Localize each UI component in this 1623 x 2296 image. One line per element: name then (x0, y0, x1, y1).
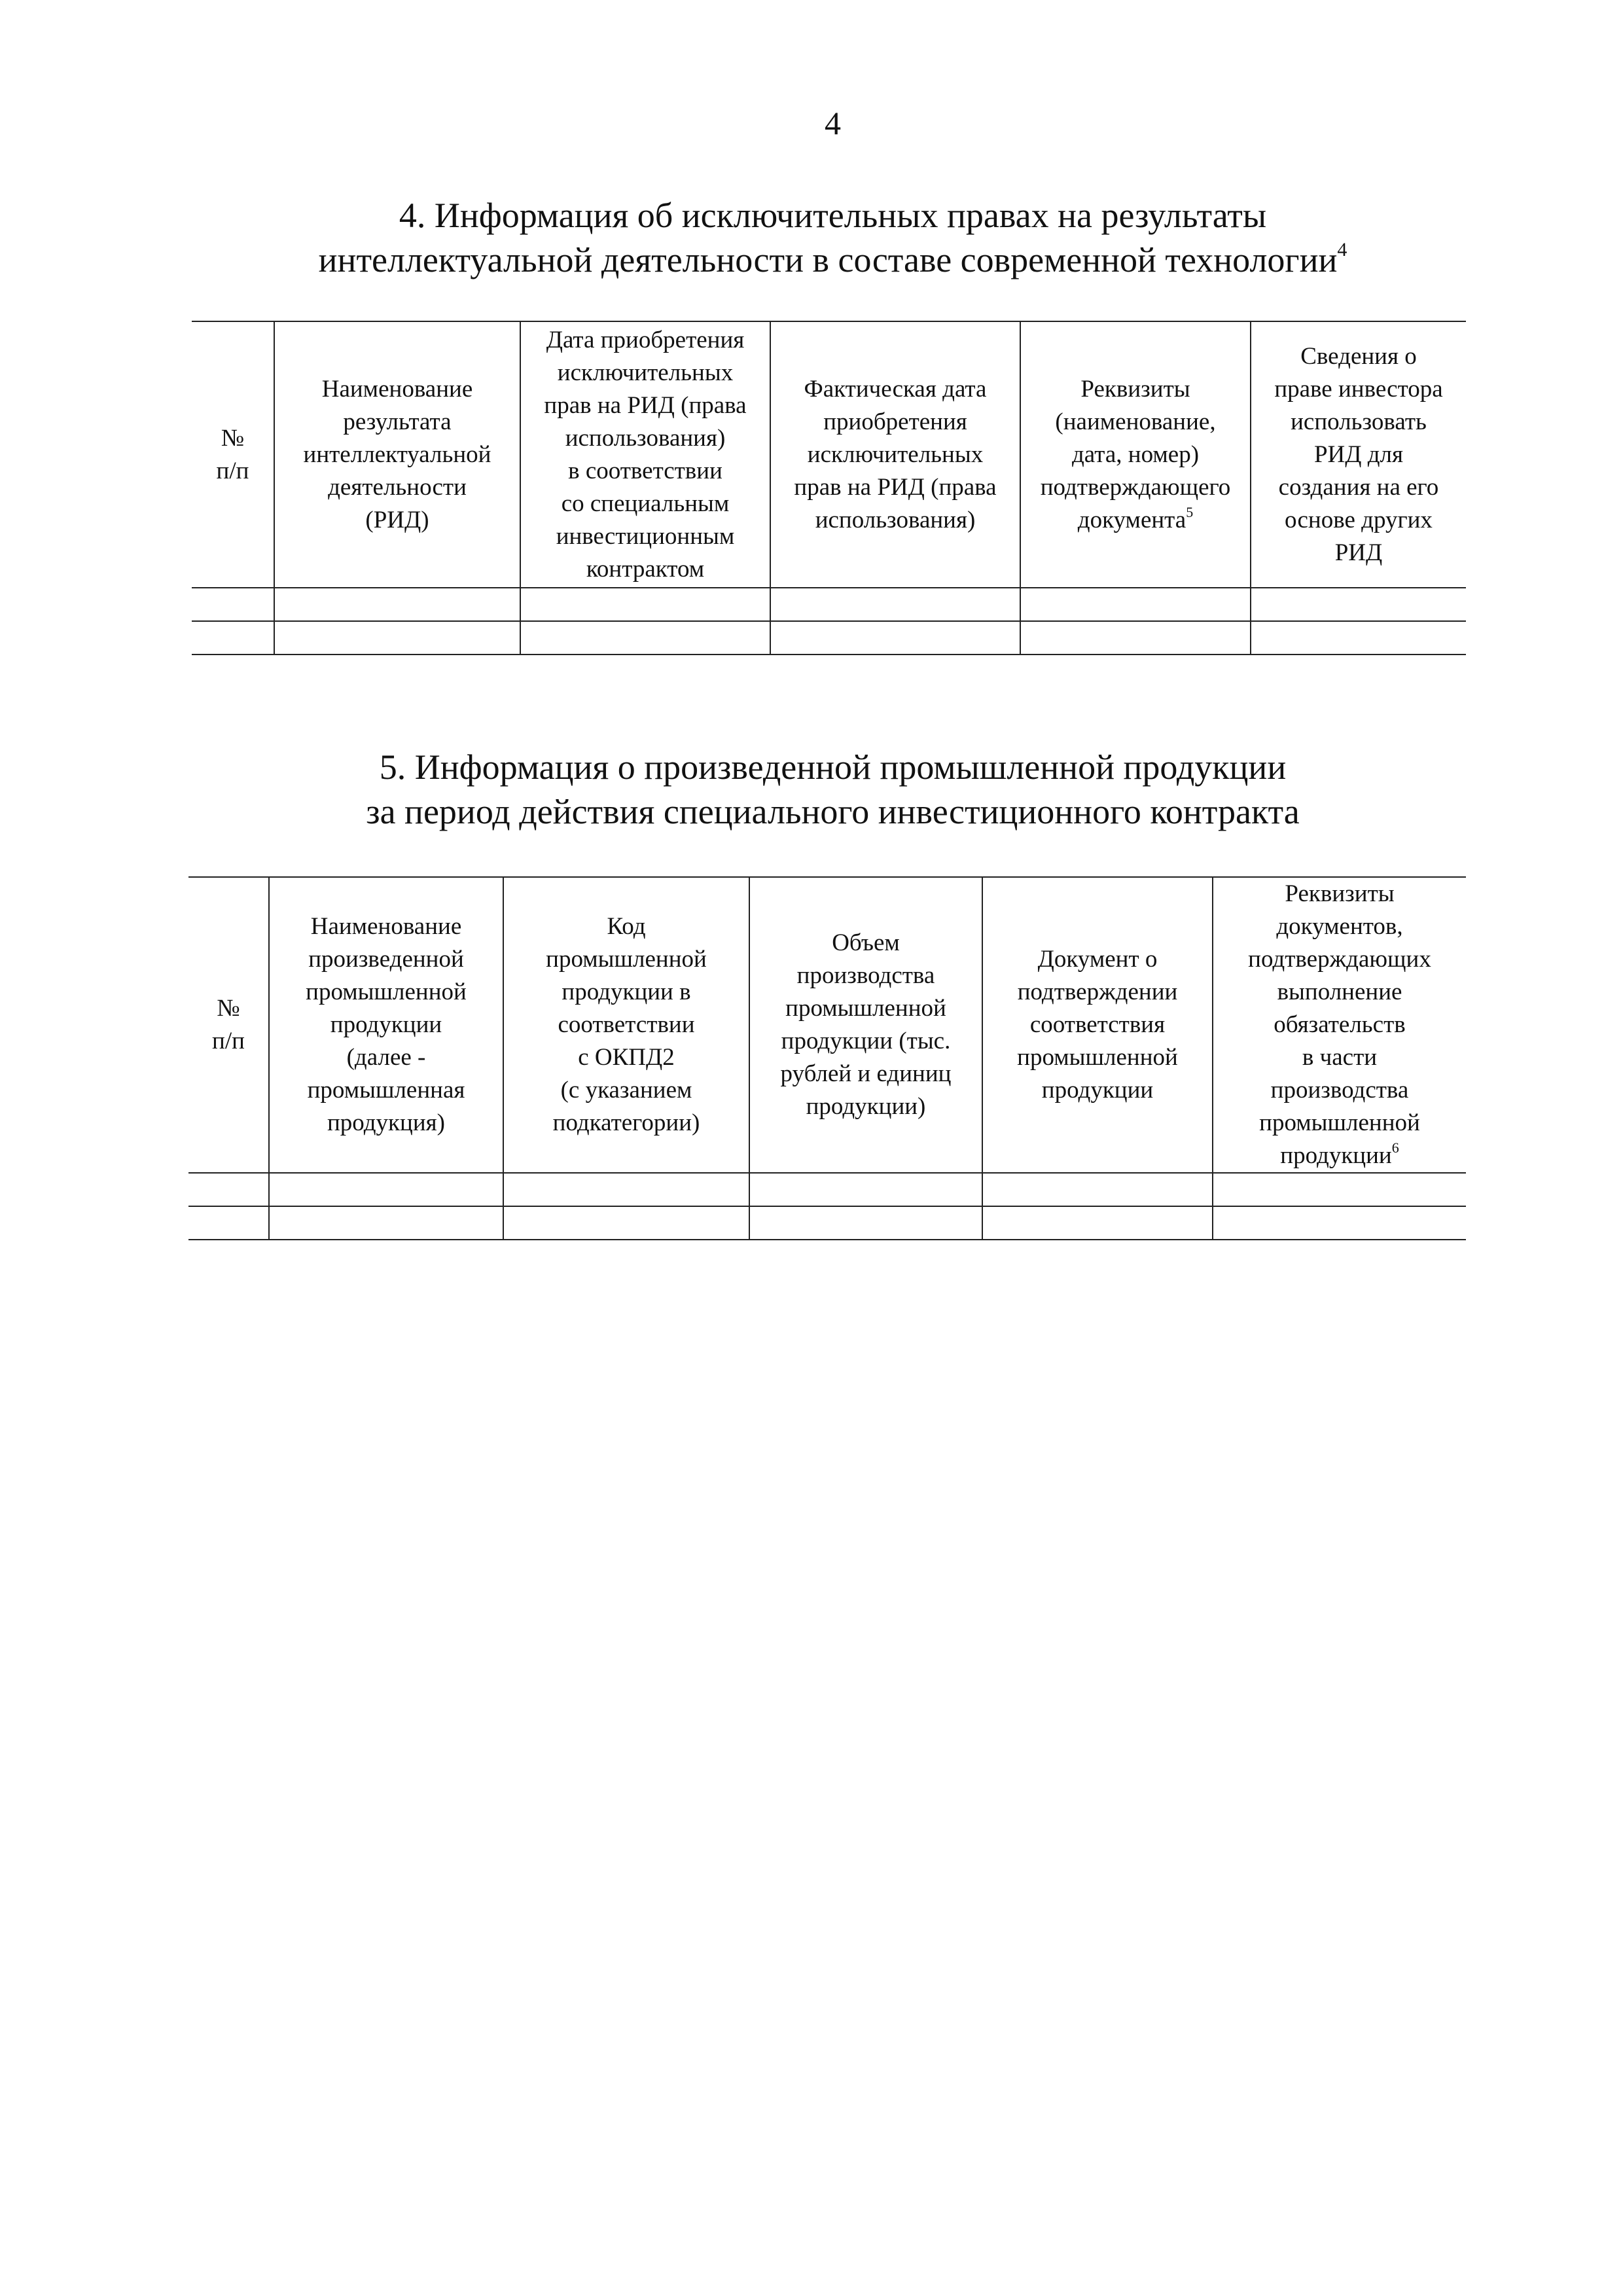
table-cell[interactable] (1251, 621, 1466, 655)
table-cell[interactable] (192, 621, 274, 655)
table-cell[interactable] (749, 1173, 982, 1206)
header-cell (1020, 321, 1251, 588)
table-cell[interactable] (520, 621, 770, 655)
header-text: № п/п (216, 424, 249, 484)
section-4-title-line-2 (0, 238, 1623, 282)
header-cell (770, 321, 1020, 588)
table-cell[interactable] (982, 1173, 1213, 1206)
table-cell[interactable] (269, 1206, 503, 1240)
table-cell[interactable] (1020, 588, 1251, 621)
footnote-mark: 6 (1391, 1139, 1399, 1156)
header-text: Наименование результата интеллектуальной деятельности (РИД) (303, 375, 491, 533)
table-cell[interactable] (503, 1173, 749, 1206)
table-cell[interactable] (520, 588, 770, 621)
table-row (188, 1173, 1466, 1206)
table-cell[interactable] (770, 588, 1020, 621)
table-cell[interactable] (1251, 588, 1466, 621)
table-row (192, 588, 1466, 621)
table-cell[interactable] (770, 621, 1020, 655)
section-4-title (0, 193, 1623, 282)
table-cell[interactable] (192, 588, 274, 621)
table-cell[interactable] (749, 1206, 982, 1240)
rid-rights-table (192, 321, 1466, 655)
header-cell (192, 321, 274, 588)
table-row (188, 1206, 1466, 1240)
header-text: Код промышленной продукции в соответствии с ОКПД2 (с указанием подкатегории) (546, 913, 707, 1136)
header-cell (749, 877, 982, 1173)
table-cell[interactable] (269, 1173, 503, 1206)
table-cell[interactable] (982, 1206, 1213, 1240)
industrial-products-table (188, 876, 1466, 1240)
header-text: Фактическая дата приобретения исключительных прав на РИД (права использования) (794, 375, 997, 533)
section-4-title-line-2-text: интеллектуальной деятельности в составе современной технологии (318, 240, 1338, 279)
section-5-title-line-2: за период действия специального инвестиционного контракта (366, 792, 1300, 831)
table-cell[interactable] (274, 588, 520, 621)
header-text: Реквизиты документов, подтверждающих выполнение обязательств в части производства промышленной продукции$^6$ (1248, 880, 1431, 1169)
header-cell (520, 321, 770, 588)
header-cell (269, 877, 503, 1173)
header-text: Документ о подтверждении соответствия промышленной продукции (1017, 946, 1178, 1103)
table-cell[interactable] (188, 1173, 269, 1206)
header-text: Наименование произведенной промышленной продукции (далее - промышленная продукция) (306, 913, 467, 1136)
table-row (192, 621, 1466, 655)
header-text: Объем производства промышленной продукции (тыс. рублей и единиц продукции) (780, 929, 952, 1120)
table-cell[interactable] (1020, 621, 1251, 655)
page-number: 4 (825, 105, 841, 141)
header-cell (503, 877, 749, 1173)
header-cell (188, 877, 269, 1173)
section-5-title (0, 745, 1623, 834)
header-cell (1213, 877, 1466, 1173)
header-cell (1251, 321, 1466, 588)
section-4-footnote-mark: 4 (1337, 239, 1347, 260)
header-text: Сведения о праве инвестора использовать РИД для создания на его основе других РИД (1274, 342, 1443, 566)
table-cell[interactable] (1213, 1173, 1466, 1206)
footnote-mark: 5 (1186, 503, 1194, 520)
table-header-row (188, 877, 1466, 1173)
table-cell[interactable] (188, 1206, 269, 1240)
section-4-title-line-1: 4. Информация об исключительных правах на результаты (399, 196, 1267, 235)
table-cell[interactable] (1213, 1206, 1466, 1240)
header-text: Дата приобретения исключительных прав на РИД (права использования) в соответствии со специальным инвестиционным контрактом (544, 326, 747, 583)
header-text: № п/п (212, 995, 245, 1054)
section-5-title-line-1: 5. Информация о произведенной промышленной продукции (379, 747, 1287, 787)
table-cell[interactable] (274, 621, 520, 655)
header-cell (982, 877, 1213, 1173)
header-text: Реквизиты (наименование, дата, номер) подтверждающего документа$^5$ (1040, 375, 1231, 533)
table-header-row (192, 321, 1466, 588)
table-cell[interactable] (503, 1206, 749, 1240)
header-cell (274, 321, 520, 588)
